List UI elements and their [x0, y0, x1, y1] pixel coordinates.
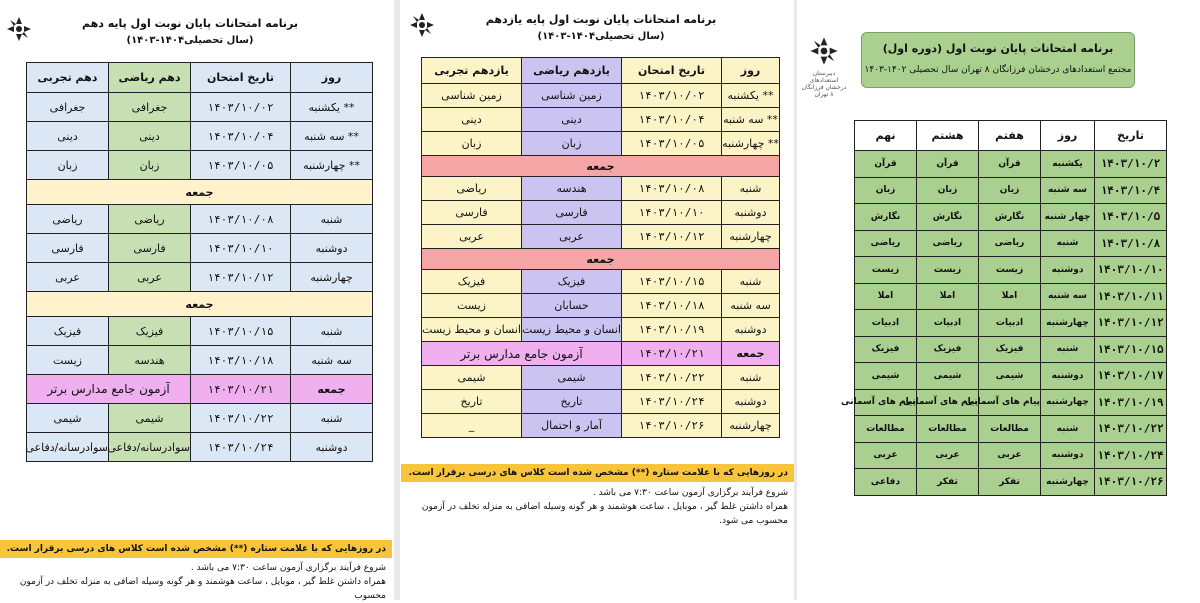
- note-item: همراه داشتن غلط گیر ، موبایل ، ساعت هوشمند و هر گونه وسیله اضافی به منزله تخلف در آزمون محسوب می شود.: [421, 502, 788, 526]
- math-subject-cell: دینی: [109, 122, 191, 151]
- bio-subject-cell: عربی: [422, 225, 522, 249]
- math-subject-cell: عربی: [109, 263, 191, 292]
- table-row: [27, 263, 373, 292]
- table-row: [422, 84, 780, 108]
- day-cell: ** یکشنبه: [291, 93, 373, 122]
- day-cell: چهارشنبه: [1041, 310, 1095, 337]
- math-subject-cell: هندسه: [522, 177, 622, 201]
- table-row: [27, 346, 373, 375]
- note-item: شروع فرآیند برگزاری آزمون ساعت ۷:۳۰ می باشد .: [592, 488, 788, 498]
- table-row: [855, 230, 1167, 257]
- bio-subject-cell: فیزیک: [27, 317, 109, 346]
- grade8-subject-cell: تفکر: [917, 469, 979, 496]
- table-row: [422, 390, 780, 414]
- page-subtitle: مجتمع استعدادهای درخشان فرزانگان ۸ تهران سال تحصیلی ۱۴۰۲-۱۴۰۳: [864, 65, 1132, 75]
- day-cell: سه شنبه: [291, 346, 373, 375]
- grade8-subject-cell: ریاضی: [917, 230, 979, 257]
- date-cell: ۱۴۰۳/۱۰/۱۹: [1095, 389, 1167, 416]
- header-date: تاریخ امتحان: [622, 58, 722, 84]
- math-subject-cell: سوادرسانه/دفاعی: [109, 433, 191, 462]
- day-cell: دوشنبه: [722, 201, 780, 225]
- date-cell: ۱۴۰۳/۱۰/۱۲: [622, 225, 722, 249]
- table-row: [422, 414, 780, 438]
- date-cell: ۱۴۰۳/۱۰/۱۸: [622, 294, 722, 318]
- table-row: [422, 294, 780, 318]
- page-title: برنامه امتحانات پایان نوبت اول پایه دهم: [82, 17, 298, 30]
- header-day: روز: [291, 63, 373, 93]
- grade8-subject-cell: زبان: [917, 177, 979, 204]
- grade11-schedule-page: [401, 0, 794, 600]
- table-row: [422, 177, 780, 201]
- date-cell: ۱۴۰۳/۱۰/۴: [1095, 177, 1167, 204]
- grade7-subject-cell: پیام های آسمانی: [979, 389, 1041, 416]
- note-highlight: در روزهایی که با علامت ستاره (**) مشخص شده است کلاس های درسی برقرار است.: [401, 464, 794, 482]
- date-cell: ۱۴۰۳/۱۰/۲۴: [622, 390, 722, 414]
- header-math: یازدهم ریاضی: [522, 58, 622, 84]
- grade7-subject-cell: شیمی: [979, 363, 1041, 390]
- header-bio: یازدهم تجربی: [422, 58, 522, 84]
- table-row: [27, 433, 373, 462]
- grade7-subject-cell: فیزیک: [979, 336, 1041, 363]
- math-subject-cell: فیزیک: [522, 270, 622, 294]
- math-subject-cell: شیمی: [109, 404, 191, 433]
- math-subject-cell: آمار و احتمال: [522, 414, 622, 438]
- math-subject-cell: زبان: [522, 132, 622, 156]
- table-row: [855, 283, 1167, 310]
- grade9-subject-cell: نگارش: [855, 204, 917, 231]
- table-row: [27, 93, 373, 122]
- bio-subject-cell: ریاضی: [27, 205, 109, 234]
- table-row: [855, 151, 1167, 178]
- header-day: روز: [722, 58, 780, 84]
- header-grade9: نهم: [855, 121, 917, 151]
- bio-subject-cell: ریاضی: [422, 177, 522, 201]
- bio-subject-cell: سوادرسانه/دفاعی: [27, 433, 109, 462]
- grade8-subject-cell: زیست: [917, 257, 979, 284]
- grade8-subject-cell: عربی: [917, 442, 979, 469]
- date-cell: ۱۴۰۳/۱۰/۲۲: [191, 404, 291, 433]
- table-row: [855, 177, 1167, 204]
- bio-subject-cell: شیمی: [27, 404, 109, 433]
- exam-schedule-table: [421, 57, 780, 438]
- day-cell: سه شنبه: [722, 294, 780, 318]
- bio-subject-cell: شیمی: [422, 366, 522, 390]
- page-title: برنامه امتحانات پایان نوبت اول پایه یازدهم: [485, 13, 717, 26]
- date-cell: ۱۴۰۳/۱۰/۲۴: [1095, 442, 1167, 469]
- bio-subject-cell: فارسی: [422, 201, 522, 225]
- grade8-subject-cell: فیزیک: [917, 336, 979, 363]
- date-cell: ۱۴۰۳/۱۰/۱۹: [622, 318, 722, 342]
- math-subject-cell: فارسی: [109, 234, 191, 263]
- math-subject-cell: ریاضی: [109, 205, 191, 234]
- friday-label: جمعه: [27, 292, 373, 317]
- table-row: [855, 389, 1167, 416]
- day-cell: چهار شنبه: [1041, 204, 1095, 231]
- table-row: [855, 442, 1167, 469]
- grade9-subject-cell: زبان: [855, 177, 917, 204]
- grade9-subject-cell: پیام های آسمانی: [855, 389, 917, 416]
- table-row: [27, 404, 373, 433]
- math-subject-cell: فارسی: [522, 201, 622, 225]
- page-subtitle: (سال تحصیلی۱۴۰۴-۱۴۰۳): [537, 31, 665, 42]
- friday-label: جمعه: [27, 180, 373, 205]
- bio-subject-cell: زیست: [422, 294, 522, 318]
- table-row: [422, 132, 780, 156]
- bio-subject-cell: تاریخ: [422, 390, 522, 414]
- day-cell: شنبه: [722, 270, 780, 294]
- table-row: [422, 201, 780, 225]
- table-row: [855, 336, 1167, 363]
- bio-subject-cell: _: [422, 414, 522, 438]
- friday-separator-row: [27, 180, 373, 205]
- day-cell: شنبه: [291, 404, 373, 433]
- grade9-subject-cell: املا: [855, 283, 917, 310]
- friday-label: جمعه: [422, 249, 780, 270]
- date-cell: ۱۴۰۳/۱۰/۲۶: [1095, 469, 1167, 496]
- date-cell: ۱۴۰۳/۱۰/۰۸: [622, 177, 722, 201]
- grade8-subject-cell: پیام های آسمانی: [917, 389, 979, 416]
- header-grade8: هشتم: [917, 121, 979, 151]
- special-exam-cell: آزمون جامع مدارس برتر: [27, 375, 191, 404]
- middle-school-schedule-page: [797, 0, 1200, 600]
- date-cell: ۱۴۰۳/۱۰/۰۴: [622, 108, 722, 132]
- grade9-subject-cell: دفاعی: [855, 469, 917, 496]
- day-cell: شنبه: [291, 205, 373, 234]
- school-logo-icon: [807, 34, 841, 68]
- special-exam-row: [422, 342, 780, 366]
- header-math: دهم ریاضی: [109, 63, 191, 93]
- date-cell: ۱۴۰۳/۱۰/۰۵: [622, 132, 722, 156]
- special-exam-row: [27, 375, 373, 404]
- grade8-subject-cell: نگارش: [917, 204, 979, 231]
- bio-subject-cell: فیزیک: [422, 270, 522, 294]
- table-row: [855, 257, 1167, 284]
- grade8-subject-cell: املا: [917, 283, 979, 310]
- date-cell: ۱۴۰۳/۱۰/۱۷: [1095, 363, 1167, 390]
- day-cell: ** چهارشنبه: [291, 151, 373, 180]
- date-cell: ۱۴۰۳/۱۰/۸: [1095, 230, 1167, 257]
- date-cell: ۱۴۰۳/۱۰/۲۱: [622, 342, 722, 366]
- notes-section: [0, 540, 392, 603]
- date-cell: ۱۴۰۳/۱۰/۲: [1095, 151, 1167, 178]
- special-exam-cell: آزمون جامع مدارس برتر: [422, 342, 622, 366]
- grade9-subject-cell: زیست: [855, 257, 917, 284]
- school-logo-icon: [4, 14, 34, 44]
- bio-subject-cell: زیست: [27, 346, 109, 375]
- grade8-subject-cell: مطالعات: [917, 416, 979, 443]
- day-cell: دوشنبه: [1041, 257, 1095, 284]
- bio-subject-cell: دینی: [27, 122, 109, 151]
- grade9-subject-cell: ریاضی: [855, 230, 917, 257]
- header-date: تاریخ امتحان: [191, 63, 291, 93]
- bio-subject-cell: عربی: [27, 263, 109, 292]
- date-cell: ۱۴۰۳/۱۰/۰۵: [191, 151, 291, 180]
- date-cell: ۱۴۰۳/۱۰/۲۴: [191, 433, 291, 462]
- day-cell: ** سه شنبه: [722, 108, 780, 132]
- math-subject-cell: تاریخ: [522, 390, 622, 414]
- math-subject-cell: زمین شناسی: [522, 84, 622, 108]
- day-cell: چهارشنبه: [722, 225, 780, 249]
- date-cell: ۱۴۰۳/۱۰/۵: [1095, 204, 1167, 231]
- day-cell: دوشنبه: [722, 318, 780, 342]
- note-item: همراه داشتن غلط گیر ، موبایل ، ساعت هوشمند و هر گونه وسیله اضافی به منزله تخلف در آزمون محسوب: [19, 577, 386, 601]
- grade9-subject-cell: قرآن: [855, 151, 917, 178]
- date-cell: ۱۴۰۳/۱۰/۰۲: [191, 93, 291, 122]
- math-subject-cell: هندسه: [109, 346, 191, 375]
- bio-subject-cell: فارسی: [27, 234, 109, 263]
- header-banner: [861, 32, 1135, 88]
- math-subject-cell: شیمی: [522, 366, 622, 390]
- day-cell: سه شنبه: [1041, 177, 1095, 204]
- notes-section: [401, 464, 794, 528]
- header-day: روز: [1041, 121, 1095, 151]
- day-cell: ** یکشنبه: [722, 84, 780, 108]
- date-cell: ۱۴۰۳/۱۰/۰۲: [622, 84, 722, 108]
- date-cell: ۱۴۰۳/۱۰/۱۵: [622, 270, 722, 294]
- table-row: [422, 318, 780, 342]
- grade9-subject-cell: مطالعات: [855, 416, 917, 443]
- day-cell: چهارشنبه: [1041, 469, 1095, 496]
- day-cell: ** سه شنبه: [291, 122, 373, 151]
- friday-separator-row: [27, 292, 373, 317]
- day-cell: دوشنبه: [291, 433, 373, 462]
- math-subject-cell: جغرافی: [109, 93, 191, 122]
- grade9-subject-cell: شیمی: [855, 363, 917, 390]
- date-cell: ۱۴۰۳/۱۰/۱۲: [1095, 310, 1167, 337]
- bio-subject-cell: زبان: [27, 151, 109, 180]
- table-row: [855, 416, 1167, 443]
- date-cell: ۱۴۰۳/۱۰/۲۱: [191, 375, 291, 404]
- header-grade7: هفتم: [979, 121, 1041, 151]
- grade8-subject-cell: شیمی: [917, 363, 979, 390]
- table-row: [855, 204, 1167, 231]
- grade7-subject-cell: ریاضی: [979, 230, 1041, 257]
- table-row: [27, 122, 373, 151]
- day-cell: سه شنبه: [1041, 283, 1095, 310]
- date-cell: ۱۴۰۳/۱۰/۱۱: [1095, 283, 1167, 310]
- note-item: شروع فرآیند برگزاری آزمون ساعت ۷:۳۰ می باشد .: [190, 563, 386, 573]
- bio-subject-cell: زمین شناسی: [422, 84, 522, 108]
- header-date: تاریخ: [1095, 121, 1167, 151]
- grade7-subject-cell: عربی: [979, 442, 1041, 469]
- grade9-subject-cell: عربی: [855, 442, 917, 469]
- bio-subject-cell: جغرافی: [27, 93, 109, 122]
- table-row: [422, 108, 780, 132]
- header-bio: دهم تجربی: [27, 63, 109, 93]
- math-subject-cell: زبان: [109, 151, 191, 180]
- day-cell: جمعه: [291, 375, 373, 404]
- friday-label: جمعه: [422, 156, 780, 177]
- bio-subject-cell: زبان: [422, 132, 522, 156]
- table-row: [855, 310, 1167, 337]
- note-highlight: در روزهایی که با علامت ستاره (**) مشخص شده است کلاس های درسی برقرار است.: [0, 540, 392, 558]
- date-cell: ۱۴۰۳/۱۰/۱۰: [191, 234, 291, 263]
- day-cell: شنبه: [1041, 336, 1095, 363]
- table-row: [27, 234, 373, 263]
- grade8-subject-cell: ادبیات: [917, 310, 979, 337]
- math-subject-cell: فیزیک: [109, 317, 191, 346]
- school-logo-icon: [407, 10, 437, 40]
- day-cell: چهارشنبه: [291, 263, 373, 292]
- date-cell: ۱۴۰۳/۱۰/۲۲: [1095, 416, 1167, 443]
- date-cell: ۱۴۰۳/۱۰/۱۸: [191, 346, 291, 375]
- date-cell: ۱۴۰۳/۱۰/۰۴: [191, 122, 291, 151]
- bio-subject-cell: دینی: [422, 108, 522, 132]
- day-cell: شنبه: [722, 366, 780, 390]
- math-subject-cell: انسان و محیط زیست: [522, 318, 622, 342]
- date-cell: ۱۴۰۳/۱۰/۲۶: [622, 414, 722, 438]
- grade7-subject-cell: مطالعات: [979, 416, 1041, 443]
- grade7-subject-cell: قرآن: [979, 151, 1041, 178]
- page-title: برنامه امتحانات پایان نوبت اول (دوره اول): [882, 42, 1114, 55]
- day-cell: ** چهارشنبه: [722, 132, 780, 156]
- table-row: [422, 366, 780, 390]
- page-subtitle: (سال تحصیلی۱۴۰۴-۱۴۰۳): [126, 35, 254, 46]
- day-cell: شنبه: [1041, 230, 1095, 257]
- exam-schedule-table: [26, 62, 373, 462]
- bio-subject-cell: انسان و محیط زیست: [422, 318, 522, 342]
- day-cell: دوشنبه: [291, 234, 373, 263]
- day-cell: جمعه: [722, 342, 780, 366]
- grade7-subject-cell: زیست: [979, 257, 1041, 284]
- grade7-subject-cell: نگارش: [979, 204, 1041, 231]
- table-row: [422, 225, 780, 249]
- day-cell: دوشنبه: [722, 390, 780, 414]
- day-cell: شنبه: [1041, 416, 1095, 443]
- date-cell: ۱۴۰۳/۱۰/۱۵: [1095, 336, 1167, 363]
- grade8-subject-cell: قرآن: [917, 151, 979, 178]
- table-row: [27, 205, 373, 234]
- table-row: [855, 363, 1167, 390]
- grade10-schedule-page: [0, 0, 392, 600]
- day-cell: چهارشنبه: [1041, 389, 1095, 416]
- date-cell: ۱۴۰۳/۱۰/۲۲: [622, 366, 722, 390]
- grade7-subject-cell: ادبیات: [979, 310, 1041, 337]
- day-cell: چهارشنبه: [722, 414, 780, 438]
- day-cell: دوشنبه: [1041, 363, 1095, 390]
- table-row: [27, 317, 373, 346]
- date-cell: ۱۴۰۳/۱۰/۱۲: [191, 263, 291, 292]
- day-cell: یکشنبه: [1041, 151, 1095, 178]
- grade7-subject-cell: املا: [979, 283, 1041, 310]
- date-cell: ۱۴۰۳/۱۰/۱۰: [622, 201, 722, 225]
- day-cell: شنبه: [291, 317, 373, 346]
- date-cell: ۱۴۰۳/۱۰/۱۵: [191, 317, 291, 346]
- panel-separator: [394, 0, 400, 600]
- table-row: [27, 151, 373, 180]
- grade9-subject-cell: فیزیک: [855, 336, 917, 363]
- friday-separator-row: [422, 156, 780, 177]
- math-subject-cell: دینی: [522, 108, 622, 132]
- math-subject-cell: حسابان: [522, 294, 622, 318]
- exam-schedule-table: [841, 120, 1167, 496]
- logo-caption: دبیرستان استعدادهای درخشان فرزانگان ۸ تهران: [801, 70, 847, 98]
- grade7-subject-cell: زبان: [979, 177, 1041, 204]
- math-subject-cell: عربی: [522, 225, 622, 249]
- date-cell: ۱۴۰۳/۱۰/۱۰: [1095, 257, 1167, 284]
- date-cell: ۱۴۰۳/۱۰/۰۸: [191, 205, 291, 234]
- grade7-subject-cell: تفکر: [979, 469, 1041, 496]
- grade9-subject-cell: ادبیات: [855, 310, 917, 337]
- day-cell: شنبه: [722, 177, 780, 201]
- day-cell: دوشنبه: [1041, 442, 1095, 469]
- table-row: [855, 469, 1167, 496]
- table-row: [422, 270, 780, 294]
- friday-separator-row: [422, 249, 780, 270]
